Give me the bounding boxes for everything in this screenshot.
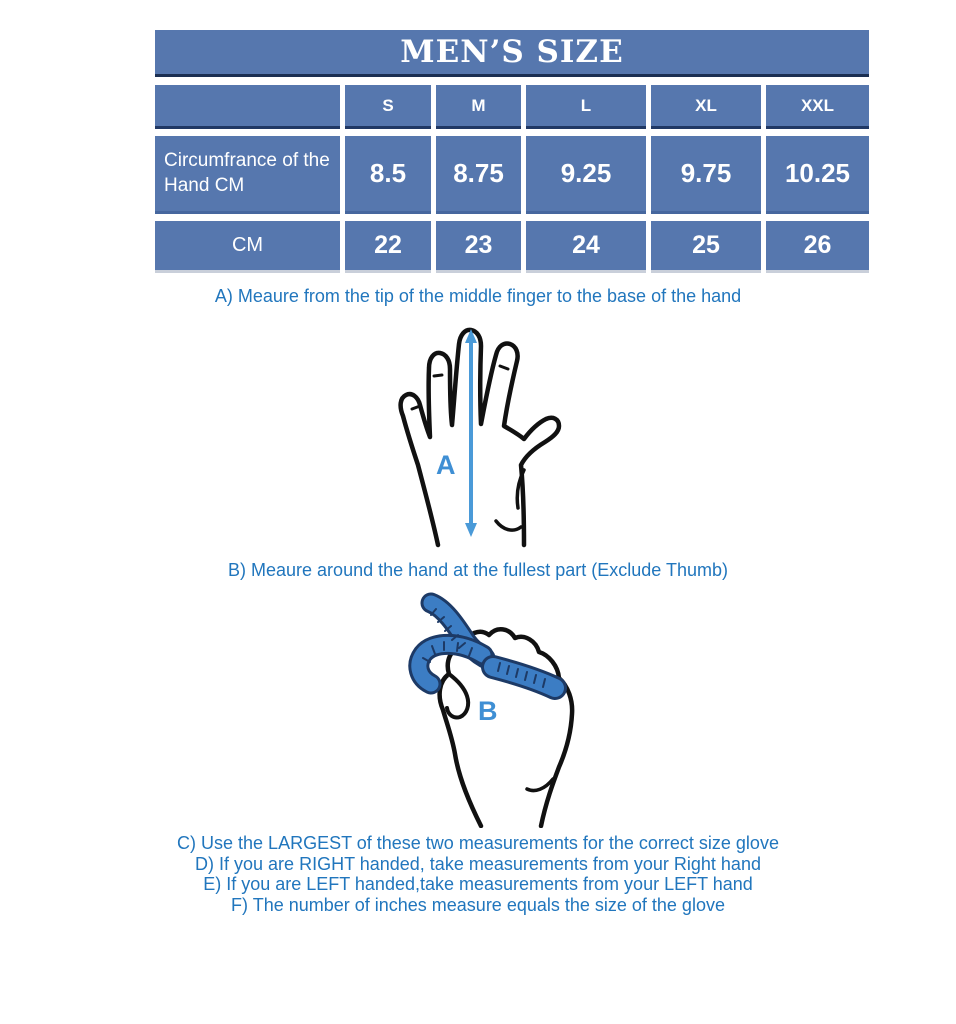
fist-icon — [388, 588, 588, 828]
cm-row-label: CM — [155, 221, 340, 273]
hand-diagram-label: A — [436, 450, 456, 480]
size-header-xl: XL — [651, 85, 761, 129]
instruction-e: E) If you are LEFT handed,take measurements from your LEFT hand — [203, 874, 753, 894]
instruction-f: F) The number of inches measure equals the size of the glove — [231, 894, 725, 915]
size-header-xxl: XXL — [766, 85, 869, 129]
mens-size-table — [155, 30, 871, 280]
instruction-c: C) Use the LARGEST of these two measurements for the correct size glove — [177, 833, 779, 853]
size-header-s: S — [345, 85, 431, 129]
table-title: MEN’S SIZE — [155, 30, 869, 77]
hand-measure-diagram — [372, 314, 572, 554]
open-hand-icon — [372, 314, 572, 549]
fist-measure-diagram — [388, 588, 588, 833]
circumference-row — [155, 136, 871, 214]
circumference-value-m: 8.75 — [436, 136, 521, 214]
instructions-c-f — [0, 833, 956, 915]
cm-value-xl: 25 — [651, 221, 761, 273]
size-header-m: M — [436, 85, 521, 129]
circumference-value-l: 9.25 — [526, 136, 646, 214]
cm-row — [155, 221, 871, 273]
cm-value-xxl: 26 — [766, 221, 869, 273]
circumference-row-label: Circumfrance of the Hand CM — [155, 136, 340, 214]
cm-value-s: 22 — [345, 221, 431, 273]
circumference-value-xl: 9.75 — [651, 136, 761, 214]
instruction-a: A) Meaure from the tip of the middle finger to the base of the hand — [214, 286, 742, 306]
cm-value-l: 24 — [526, 221, 646, 273]
instruction-d: D) If you are RIGHT handed, take measurements from your Right hand — [195, 853, 761, 874]
instruction-b: B) Meaure around the hand at the fullest part (Exclude Thumb) — [228, 560, 728, 580]
cm-value-m: 23 — [436, 221, 521, 273]
fist-diagram-label: B — [478, 696, 498, 726]
size-header-l: L — [526, 85, 646, 129]
empty-header-cell — [155, 85, 340, 129]
circumference-value-s: 8.5 — [345, 136, 431, 214]
circumference-value-xxl: 10.25 — [766, 136, 869, 214]
size-header-row — [155, 85, 871, 129]
